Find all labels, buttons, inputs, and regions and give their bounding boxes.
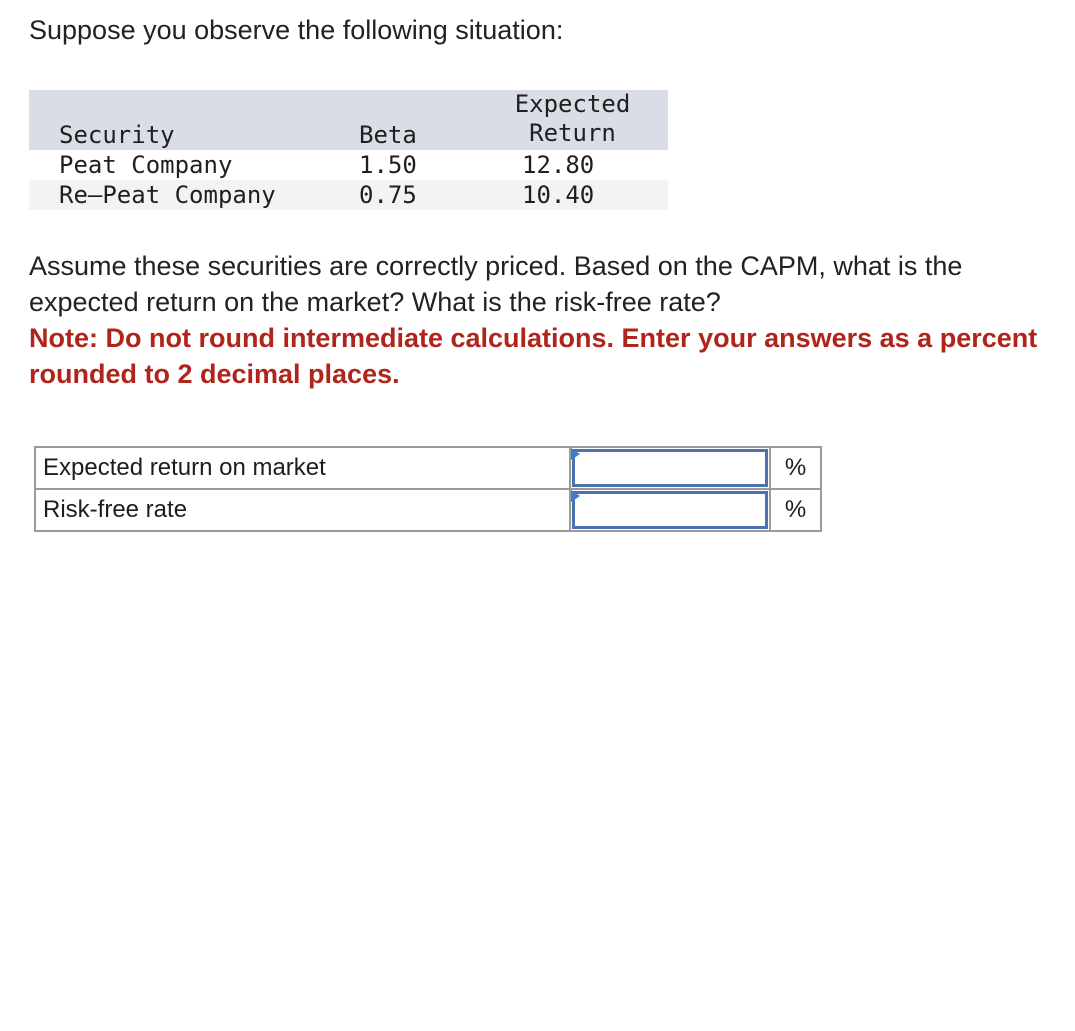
percent-unit: % xyxy=(770,489,821,531)
row-expected-return: 10.40 xyxy=(522,181,595,209)
input-flag-icon xyxy=(571,448,580,460)
table-row xyxy=(29,150,668,180)
question-text: Assume these securities are correctly priced. Based on the CAPM, what is the expected return on the market? What is the risk-free rate? xyxy=(29,251,963,317)
input-flag-icon xyxy=(571,490,580,502)
header-expected-line2: Return xyxy=(529,119,616,147)
intro-text: Suppose you observe the following situation: xyxy=(29,15,564,45)
risk-free-rate-input[interactable] xyxy=(575,494,765,526)
percent-unit: % xyxy=(770,447,821,489)
answer-label: Expected return on market xyxy=(35,447,570,489)
answer-box xyxy=(572,449,768,487)
market-return-input[interactable] xyxy=(575,452,765,484)
row-beta: 1.50 xyxy=(359,151,417,179)
row-security: Re–Peat Company xyxy=(59,181,276,209)
header-security: Security xyxy=(59,121,175,149)
header-expected-line1: Expected xyxy=(514,90,631,118)
answer-cell xyxy=(570,489,770,531)
note-text: Note: Do not round intermediate calculations. Enter your answers as a percent rounded to 2 decimal places. xyxy=(29,323,1038,389)
answer-row-market-return xyxy=(35,447,821,489)
row-security: Peat Company xyxy=(59,151,233,179)
answer-cell xyxy=(570,447,770,489)
answer-box xyxy=(572,491,768,529)
header-beta: Beta xyxy=(359,121,417,149)
securities-table xyxy=(29,90,668,210)
answer-label: Risk-free rate xyxy=(35,489,570,531)
answer-row-risk-free-rate xyxy=(35,489,821,531)
answer-table xyxy=(34,446,822,532)
table-row xyxy=(29,180,668,210)
table-header-row xyxy=(29,90,668,150)
row-expected-return: 12.80 xyxy=(522,151,595,179)
header-expected-return xyxy=(489,90,668,150)
row-beta: 0.75 xyxy=(359,181,417,209)
